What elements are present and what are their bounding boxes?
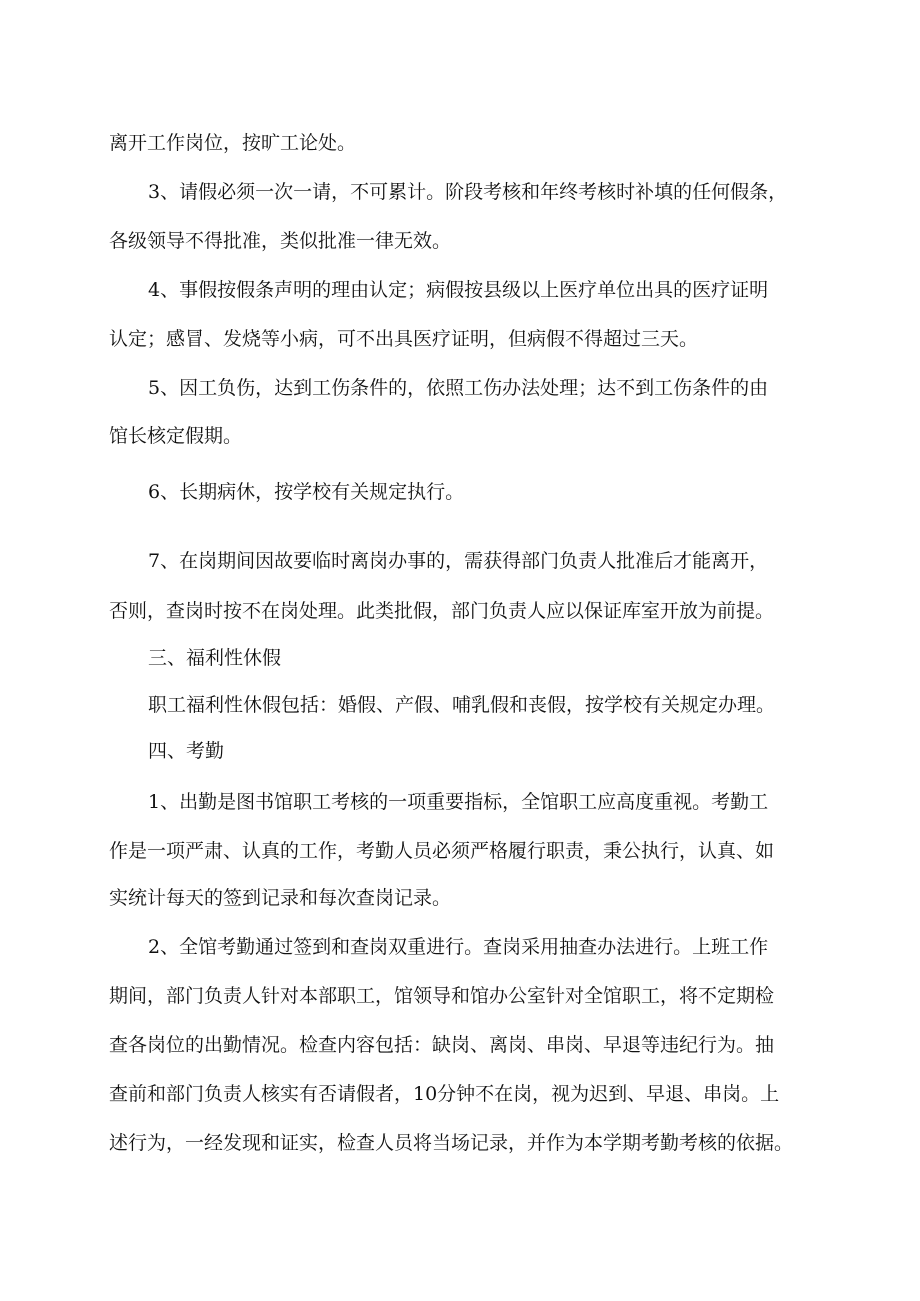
text-line: 实统计每天的签到记录和每次查岗记录。: [109, 887, 452, 909]
text-line: 1、出勤是图书馆职工考核的一项重要指标，全馆职工应高度重视。考勤工: [148, 791, 769, 813]
text-line: 2、全馆考勤通过签到和查岗双重进行。查岗采用抽查办法进行。上班工作: [148, 936, 769, 958]
text-line: 7、在岗期间因故要临时离岗办事的，需获得部门负责人批准后才能离开，: [148, 550, 769, 572]
section-heading: 三、福利性休假: [148, 647, 282, 669]
text-line: 作是一项严肃、认真的工作，考勤人员必须严格履行职责，秉公执行，认真、如: [109, 840, 775, 862]
text-line: 职工福利性休假包括：婚假、产假、哺乳假和丧假，按学校有关规定办理。: [148, 694, 776, 716]
text-line: 认定；感冒、发烧等小病，可不出具医疗证明，但病假不得超过三天。: [109, 328, 699, 350]
text-line: 5、因工负伤，达到工伤条件的，依照工伤办法处理；达不到工伤条件的由: [148, 377, 769, 399]
text-line: 3、请假必须一次一请，不可累计。阶段考核和年终考核时补填的任何假条，: [148, 181, 788, 203]
text-line: 否则，查岗时按不在岗处理。此类批假，部门负责人应以保证库室开放为前提。: [109, 600, 775, 622]
text-line: 4、事假按假条声明的理由认定；病假按县级以上医疗单位出具的医疗证明: [148, 279, 769, 301]
text-line: 离开工作岗位，按旷工论处。: [109, 132, 357, 154]
text-line: 各级领导不得批准，类似批准一律无效。: [109, 230, 452, 252]
text-line: 期间，部门负责人针对本部职工，馆领导和馆办公室针对全馆职工，将不定期检: [109, 985, 775, 1007]
text-line: 述行为，一经发现和证实，检查人员将当场记录，并作为本学期考勤考核的依据。: [109, 1132, 794, 1154]
text-line: 6、长期病休，按学校有关规定执行。: [148, 481, 465, 503]
text-line: 查各岗位的出勤情况。检查内容包括：缺岗、离岗、串岗、早退等违纪行为。抽: [109, 1034, 775, 1056]
section-heading: 四、考勤: [148, 740, 225, 762]
text-line: 馆长核定假期。: [109, 425, 243, 447]
text-line: 查前和部门负责人核实有否请假者，10分钟不在岗，视为迟到、早退、串岗。上: [109, 1083, 780, 1105]
